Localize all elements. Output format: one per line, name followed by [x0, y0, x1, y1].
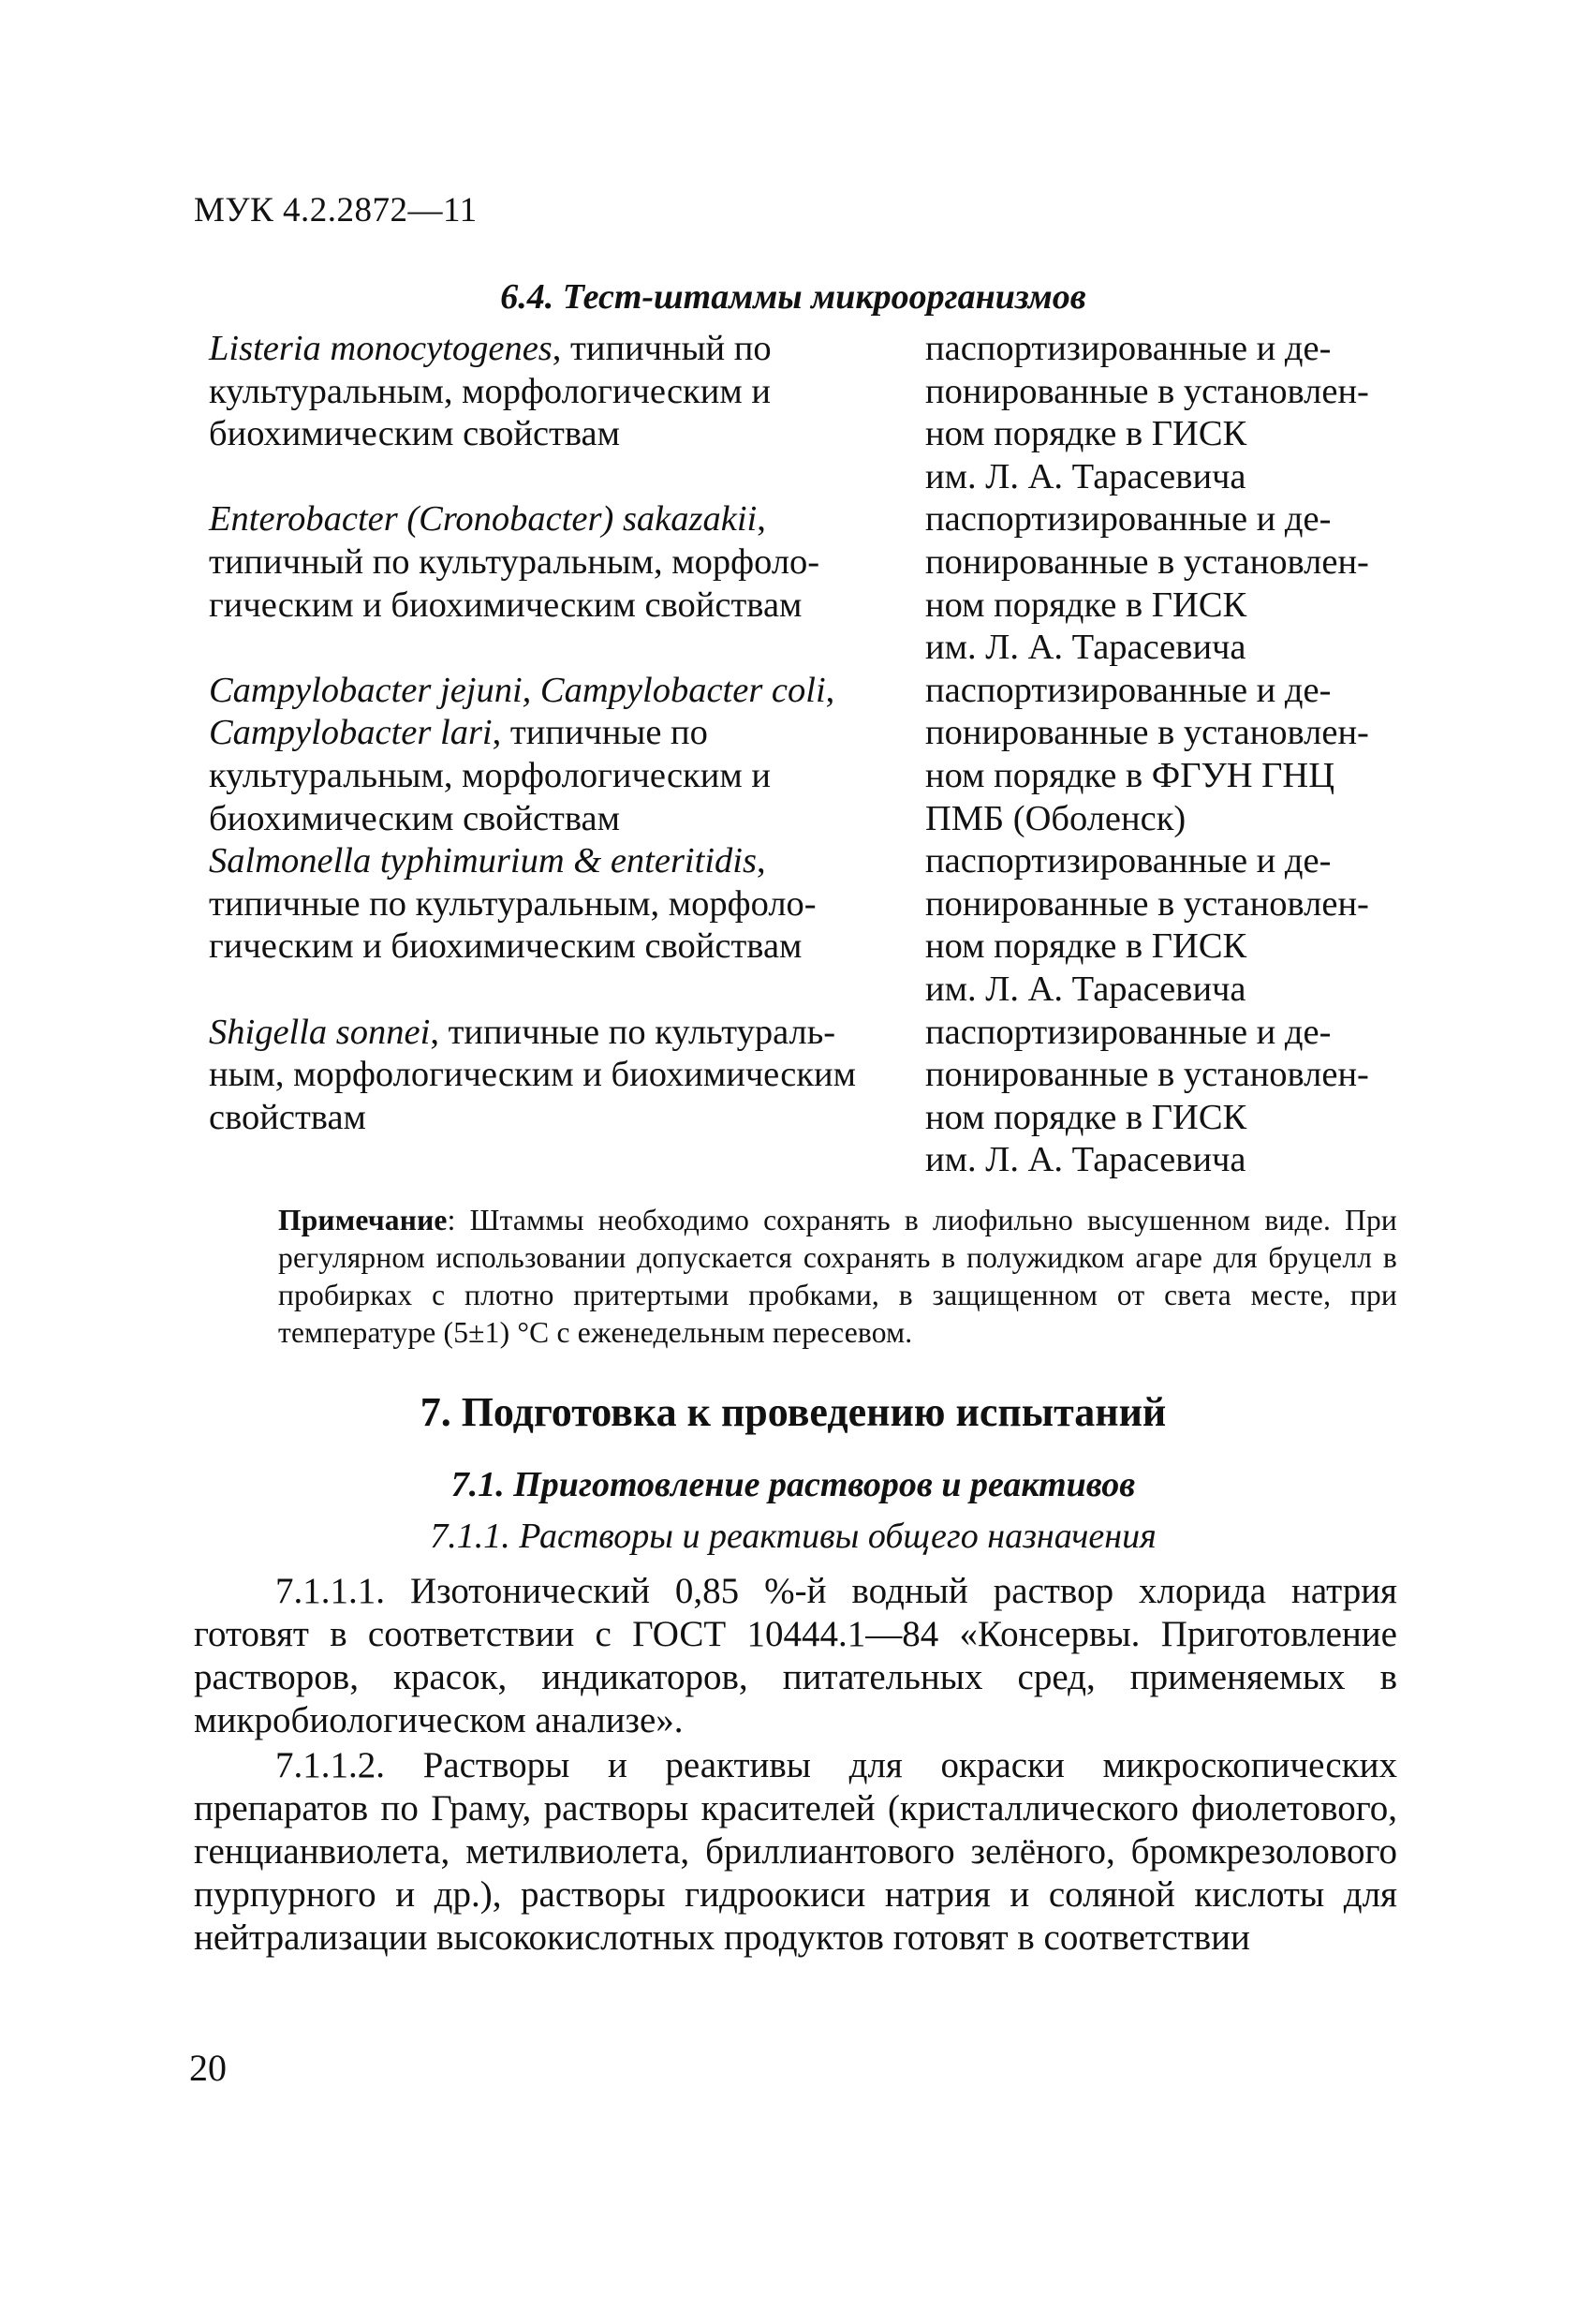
strain-line: Listeria monocytogenes, типичный по [209, 329, 772, 368]
strain-description [194, 670, 908, 840]
subsection-7-1-1-heading: 7.1.1. Растворы и реактивы общего назначения [430, 1517, 1157, 1556]
source-line: ном порядке в ФГУН ГНЦ [925, 755, 1334, 795]
strain-line [209, 456, 908, 499]
species-name: Campylobacter lari [209, 713, 493, 753]
strain-line: ным, морфологическим и биохимическим [209, 1055, 856, 1095]
strain-line: культуральным, морфологическим и [209, 371, 771, 411]
strain-line: свойствам [209, 1097, 366, 1137]
strain-line: Campylobacter lari, типичные по [209, 713, 708, 753]
strain-source [908, 328, 1411, 498]
strains-table [194, 328, 1411, 1182]
species-name: Campylobacter jejuni, Campylobacter coli [209, 670, 826, 710]
strain-line: Salmonella typhimurium & enteritidis, [209, 841, 766, 881]
strain-row [194, 498, 1411, 669]
source-line: ПМБ (Оболенск) [925, 798, 1187, 838]
source-line: ном порядке в ГИСК [925, 585, 1247, 625]
strain-row [194, 670, 1411, 840]
strain-row [194, 840, 1411, 1011]
paragraph-7-1-1-2: 7.1.1.2. Растворы и реактивы для окраски микроскопических препаратов по Граму, растворы красителей (кристаллического фиолетового, генцианвиолета, метилвиолета, бриллиантового зелёного, бромкрезолового пурпурного и др.), растворы гидроокиси натрия и соляной кислоты для нейтрализации высококислотных продуктов готовят в соответствии [194, 1745, 1397, 1958]
strain-source [908, 670, 1411, 840]
strain-description [194, 328, 908, 498]
strain-row [194, 1012, 1411, 1182]
section-7-heading: 7. Подготовка к проведению испытаний [420, 1389, 1167, 1435]
strain-line: типичный по культуральным, морфоло- [209, 541, 820, 582]
source-line: им. Л. А. Тарасевича [925, 456, 1246, 496]
strain-line: гическим и биохимическим свойствам [209, 585, 803, 625]
species-name: Listeria monocytogenes [209, 329, 553, 368]
strain-row [194, 328, 1411, 498]
strain-line: биохимическим свойствам [209, 798, 620, 838]
page-number: 20 [189, 2047, 227, 2089]
source-line: им. Л. А. Тарасевича [925, 1140, 1246, 1180]
strain-description [194, 840, 908, 1011]
source-line: паспортизированные и де- [925, 1012, 1332, 1052]
source-line: им. Л. А. Тарасевича [925, 628, 1246, 668]
source-line: ном порядке в ГИСК [925, 1097, 1247, 1137]
strain-line [209, 1139, 908, 1182]
source-line: понированные в установлен- [925, 883, 1369, 924]
source-line: понированные в установлен- [925, 541, 1369, 582]
strain-line: биохимическим свойствам [209, 414, 620, 454]
strain-source [908, 498, 1411, 669]
source-line: понированные в установлен- [925, 1055, 1369, 1095]
note-text: : Штаммы необходимо сохранять в лиофильно высушенном виде. При регулярном использовании допускается сохранять в полужидком агаре для бруцелл в пробирках с плотно притертыми пробками, в защищенном от света месте, при температуре (5±1) °С с еженедельным пересевом. [278, 1204, 1397, 1349]
strain-source [908, 1012, 1411, 1182]
source-line: понированные в установлен- [925, 371, 1369, 411]
species-name: Enterobacter (Cronobacter) sakazakii [209, 499, 758, 540]
source-line: паспортизированные и де- [925, 670, 1332, 710]
strain-line [209, 969, 908, 1012]
subsection-7-1-heading: 7.1. Приготовление растворов и реактивов [450, 1465, 1136, 1504]
note-label: Примечание [278, 1204, 448, 1236]
strain-line: гическим и биохимическим свойствам [209, 926, 803, 967]
species-name: Shigella sonnei [209, 1012, 431, 1052]
strain-line [209, 627, 908, 670]
page-header: МУК 4.2.2872—11 [194, 191, 478, 229]
strain-line: культуральным, морфологическим и [209, 755, 771, 795]
strain-description [194, 1012, 908, 1182]
source-line: ном порядке в ГИСК [925, 926, 1247, 967]
paragraph-7-1-1-1: 7.1.1.1. Изотонический 0,85 %-й водный раствор хлорида натрия готовят в соответствии с ГОСТ 10444.1—84 «Консервы. Приготовление растворов, красок, индикаторов, питательных сред, применяемых в микробиологическом анализе». [194, 1571, 1397, 1740]
source-line: понированные в установлен- [925, 713, 1369, 753]
strain-line: Shigella sonnei, типичные по культураль- [209, 1012, 836, 1052]
strain-source [908, 840, 1411, 1011]
strain-description [194, 498, 908, 669]
section-title: 6.4. Тест-штаммы микроорганизмов [500, 277, 1086, 317]
source-line: им. Л. А. Тарасевича [925, 969, 1246, 1009]
strain-line: Enterobacter (Cronobacter) sakazakii, [209, 499, 766, 540]
source-line: ном порядке в ГИСК [925, 414, 1247, 454]
strain-line: Campylobacter jejuni, Campylobacter coli, [209, 670, 835, 710]
note-paragraph [278, 1202, 1397, 1352]
strain-line: типичные по культуральным, морфоло- [209, 883, 817, 924]
source-line: паспортизированные и де- [925, 499, 1332, 540]
species-name: Salmonella typhimurium & enteritidis [209, 841, 757, 881]
source-line: паспортизированные и де- [925, 329, 1332, 368]
source-line: паспортизированные и де- [925, 841, 1332, 881]
